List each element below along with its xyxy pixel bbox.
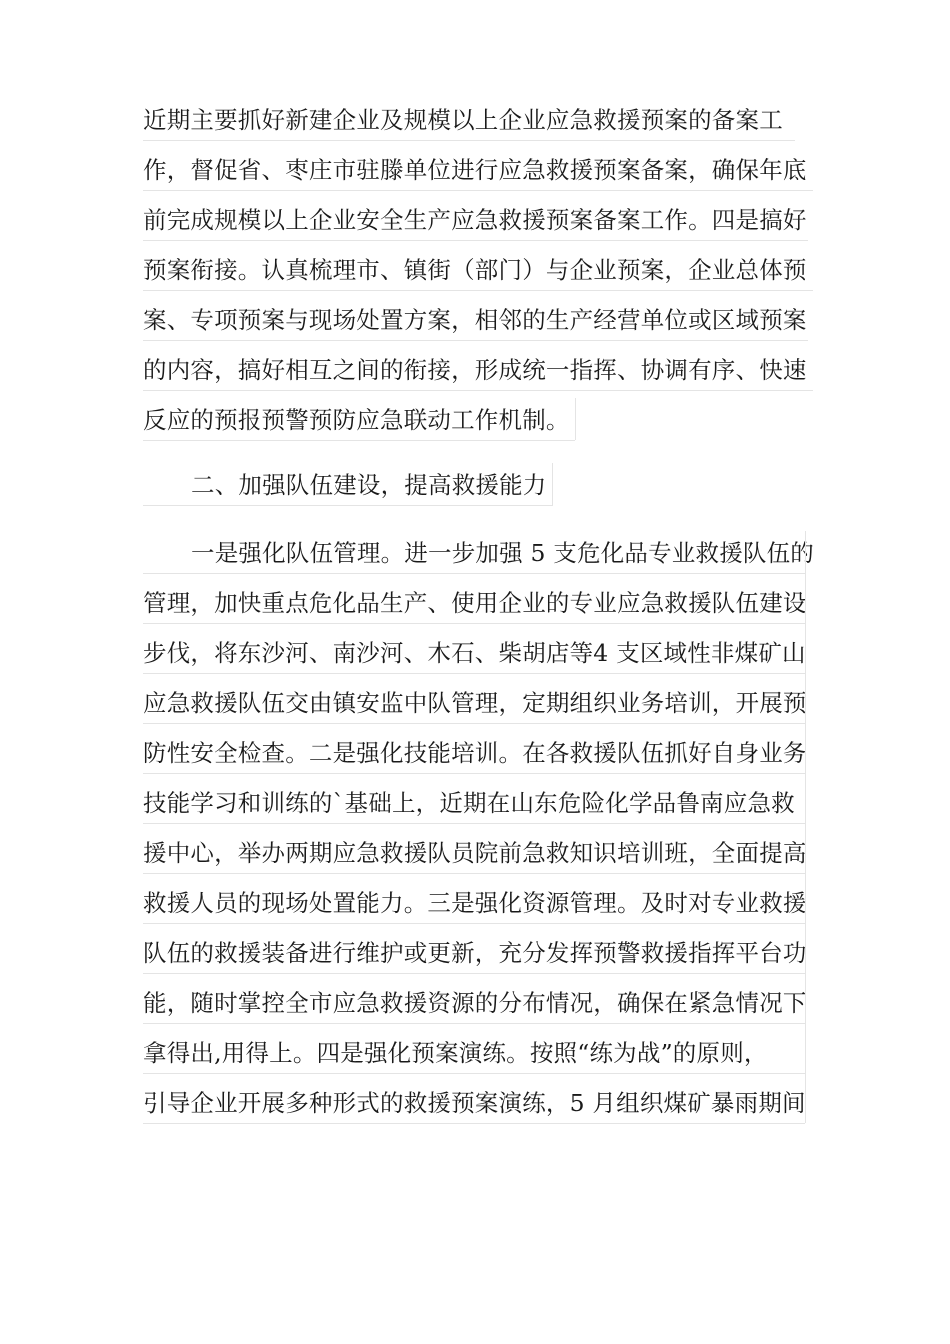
line-rule <box>143 1123 805 1124</box>
paragraph-line: 拿得出,用得上。四是强化预案演练。按照“练为战”的原则， <box>143 1039 768 1067</box>
line-rule <box>143 723 805 724</box>
line-rule <box>143 440 575 441</box>
line-rule <box>143 873 805 874</box>
line-rule <box>143 623 805 624</box>
paragraph-line: 管理，加快重点危化品生产、使用企业的专业应急救援队伍建设 <box>143 589 807 617</box>
line-rule <box>575 398 576 440</box>
paragraph-line: 引导企业开展多种形式的救援预案演练，5 月组织煤矿暴雨期间 <box>143 1089 806 1117</box>
paragraph-line: 防性安全检查。二是强化技能培训。在各救援队伍抓好自身业务 <box>143 739 807 767</box>
line-rule <box>143 973 805 974</box>
paragraph-line: 近期主要抓好新建企业及规模以上企业应急救援预案的备案工 <box>143 106 783 134</box>
paragraph-line: 案、专项预案与现场处置方案，相邻的生产经营单位或区域预案 <box>143 306 807 334</box>
line-rule <box>143 140 795 141</box>
paragraph-line: 应急救援队伍交由镇安监中队管理，定期组织业务培训，开展预 <box>143 689 807 717</box>
paragraph-line: 技能学习和训练的`基础上，近期在山东危险化学品鲁南应急救 <box>143 789 795 817</box>
line-rule <box>143 190 813 191</box>
paragraph-line: 预案衔接。认真梳理市、镇街（部门）与企业预案，企业总体预 <box>143 256 807 284</box>
line-rule <box>143 823 805 824</box>
paragraph-line: 援中心，举办两期应急救援队员院前急救知识培训班，全面提高 <box>143 839 807 867</box>
line-rule <box>143 340 808 341</box>
line-rule <box>143 573 805 574</box>
paragraph-line: 作，督促省、枣庄市驻滕单位进行应急救援预案备案，确保年底 <box>143 156 807 184</box>
line-rule <box>143 240 808 241</box>
line-rule <box>143 673 805 674</box>
line-rule <box>552 463 553 505</box>
line-rule <box>143 773 805 774</box>
line-rule <box>143 390 813 391</box>
paragraph-line: 一是强化队伍管理。进一步加强 5 支危化品专业救援队伍的 <box>191 539 814 567</box>
line-rule <box>143 1073 805 1074</box>
line-rule <box>143 290 813 291</box>
line-rule <box>805 531 806 1123</box>
paragraph-line: 的内容，搞好相互之间的衔接，形成统一指挥、协调有序、快速 <box>143 356 807 384</box>
section-heading: 二、加强队伍建设，提高救援能力 <box>191 471 547 499</box>
line-rule <box>143 505 553 506</box>
paragraph-line: 能，随时掌控全市应急救援资源的分布情况，确保在紧急情况下 <box>143 989 807 1017</box>
line-rule <box>143 923 805 924</box>
paragraph-line: 反应的预报预警预防应急联动工作机制。 <box>143 406 570 434</box>
paragraph-line: 步伐，将东沙河、南沙河、木石、柴胡店等4 支区域性非煤矿山 <box>143 639 806 667</box>
paragraph-line: 前完成规模以上企业安全生产应急救援预案备案工作。四是搞好 <box>143 206 807 234</box>
paragraph-line: 队伍的救援装备进行维护或更新，充分发挥预警救援指挥平台功 <box>143 939 807 967</box>
paragraph-line: 救援人员的现场处置能力。三是强化资源管理。及时对专业救援 <box>143 889 807 917</box>
line-rule <box>143 1023 805 1024</box>
